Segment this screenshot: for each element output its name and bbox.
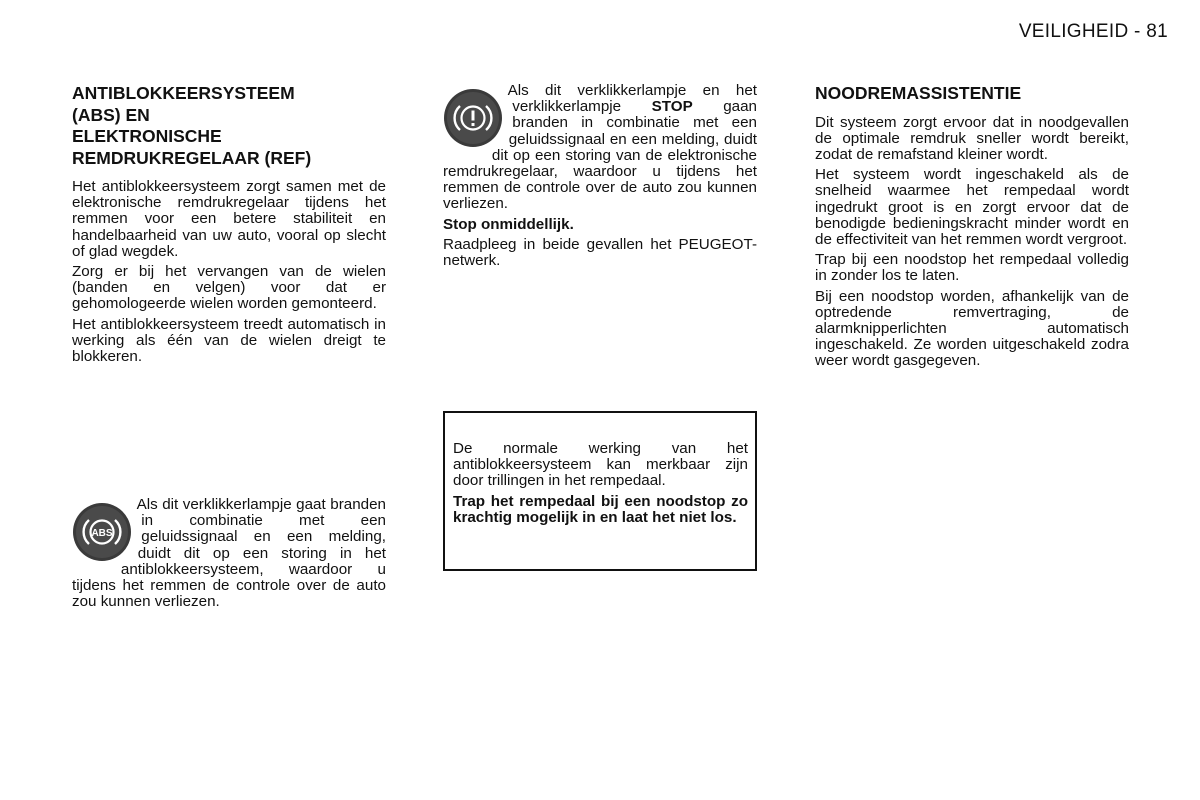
ref-warning-rest: gaan branden in combinatie met een geluidssignaal en een melding, duidt dit op een storing van de elektronische remdrukregelaar, waardoor u tijdens het remmen de controle over de auto zou kunnen verliezen. xyxy=(443,98,757,213)
section-heading-brake-assist: NOODREMASSISTENTIE xyxy=(815,83,1022,103)
heading-line: REMDRUKREGELAAR (REF) xyxy=(72,147,312,168)
paragraph: Trap bij een noodstop het rempedaal volledig in zonder los te laten. xyxy=(815,251,1129,285)
paragraph: Het antiblokkeersysteem zorgt samen met de elektronische remdrukregelaar tijdens het remmen voor een betere stabiliteit en handelbaarheid van uw auto, vooral op slecht of glad wegdek. xyxy=(72,178,386,260)
heading-line: ELEKTRONISCHE xyxy=(72,126,222,146)
column-ref-warning xyxy=(443,83,757,273)
svg-text:ABS: ABS xyxy=(91,528,113,539)
stop-label: STOP xyxy=(651,98,693,116)
brake-warning-icon xyxy=(443,88,503,148)
paragraph: Bij een noodstop worden, afhankelijk van de optredende remvertraging, de alarmknipperlichten automatisch ingeschakeld. Ze worden uitgeschakeld zodra weer wordt gasgegeven. xyxy=(815,287,1129,370)
note-bold-text: Trap het rempedaal bij een noodstop zo krachtig mogelijk in en laat het niet los. xyxy=(453,492,748,526)
paragraph: Zorg er bij het vervangen van de wielen (banden en velgen) voor dat er gehomologeerde wielen worden gemonteerd. xyxy=(72,263,386,313)
abs-warning-block xyxy=(72,497,386,610)
stop-now-text: Stop onmiddellijk. xyxy=(443,215,574,233)
note-box xyxy=(443,411,757,571)
column-brake-assist xyxy=(815,83,1129,374)
paragraph: Dit systeem zorgt ervoor dat in noodgevallen de optimale remdruk sneller wordt bereikt, zodat de remafstand kleiner wordt. xyxy=(815,113,1129,163)
abs-warning-text: Als dit verklikkerlampje gaat branden in combinatie met een geluidssignaal en een melding, duidt dit op een storing in het antiblokkeersysteem, waardoor u tijdens het remmen de controle over de auto zou kunnen verliezen. xyxy=(72,496,386,611)
abs-warning-icon xyxy=(72,502,132,562)
column-abs-ref xyxy=(72,83,386,369)
paragraph: Het antiblokkeersysteem treedt automatisch in werking als één van de wielen dreigt te blokkeren. xyxy=(72,315,386,366)
heading-line: (ABS) EN xyxy=(72,104,150,125)
ref-warning-intro: Als dit verklikkerlampje en het verklikkerlampje xyxy=(507,82,757,116)
paragraph: Het systeem wordt ingeschakeld als de snelheid waarmee het rempedaal wordt ingedrukt groot is en zorgt ervoor dat de benodigde bedieningskracht minder wordt en de effectiviteit van het remmen wordt vergroot. xyxy=(815,166,1129,248)
page-header: VEILIGHEID - 81 xyxy=(1018,21,1168,42)
note-text: De normale werking van het antiblokkeersysteem kan merkbaar zijn door trillingen in het rempedaal. xyxy=(453,440,748,490)
heading-line: ANTIBLOKKEERSYSTEEM xyxy=(72,83,295,103)
consult-text: Raadpleeg in beide gevallen het PEUGEOT-netwerk. xyxy=(443,235,757,270)
section-heading-abs-ref xyxy=(72,83,386,169)
